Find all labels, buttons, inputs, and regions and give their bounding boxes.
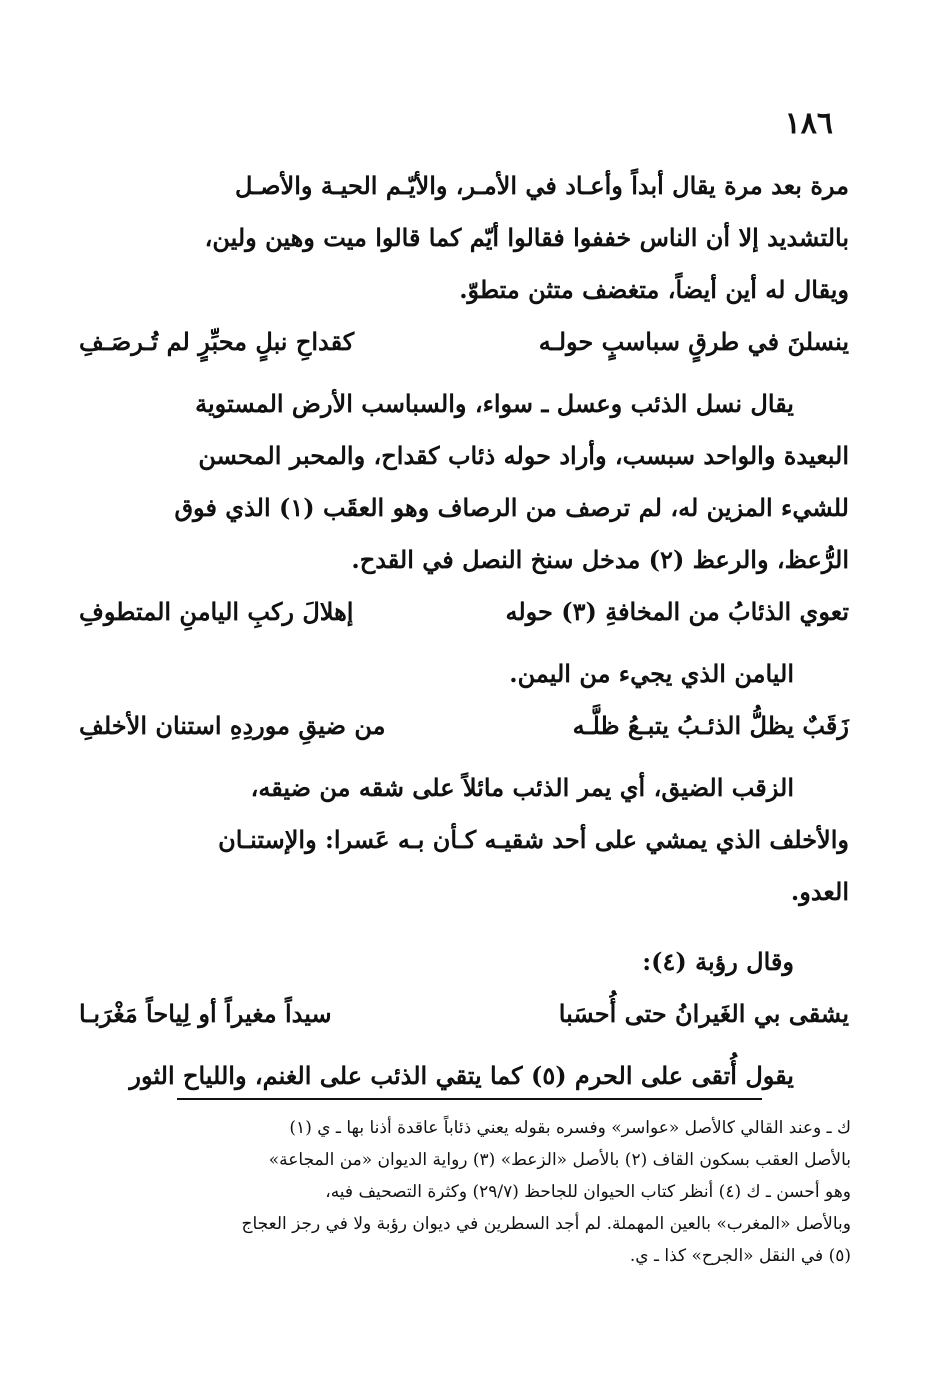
- page-number: ١٨٦: [784, 106, 833, 141]
- text-line: ويقال له أين أيضاً، متغضف متثن متطوّ.: [459, 275, 849, 304]
- text-line: يقول أُتقى على الحرم (٥) كما يتقي الذئب على الغنم، واللياح الثور: [129, 1061, 794, 1090]
- text-line: بالتشديد إلا أن الناس خففوا فقالوا أيّم كما قالوا ميت وهين ولين،: [204, 223, 849, 252]
- footnote-line: بالأصل العقب بسكون القاف (٢) بالأصل «الزعط» (٣) رواية الديوان «من المجاعة»: [268, 1150, 851, 1170]
- text-line: يقال نسل الذئب وعسل ـ سواء، والسباسب الأرض المستوية: [195, 389, 794, 418]
- verse-line: [79, 586, 849, 638]
- text-line: اليامن الذي يجيء من اليمن.: [509, 659, 794, 688]
- verse-line: [79, 316, 849, 368]
- text-line: الرُّعظ، والرعظ (٢) مدخل سنخ النصل في القدح.: [351, 545, 849, 574]
- footnote-divider: [177, 1098, 762, 1100]
- text-line: العدو.: [790, 877, 849, 906]
- footnote-line: وبالأصل «المغرب» بالعين المهملة. لم أجد السطرين في ديوان رؤبة ولا في رجز العجاج: [241, 1214, 851, 1234]
- verse-first-hemistich: ينسلنَ في طرقٍ سباسبٍ حولـه: [538, 327, 849, 356]
- verse-second-hemistich: سيداً مغيراً أو لِياحاً مَغْرَبـا: [79, 999, 332, 1028]
- text-line: وقال رؤبة (٤):: [642, 947, 794, 976]
- text-line: الزقب الضيق، أي يمر الذئب مائلاً على شقه من ضيقه،: [250, 773, 794, 802]
- footnotes: [161, 1112, 851, 1272]
- verse-second-hemistich: من ضيقِ موردِهِ استنان الأخلفِ: [79, 711, 386, 740]
- verse-second-hemistich: كقداحِ نبلٍ محبِّرٍ لم تُـرصَـفِ: [79, 327, 355, 356]
- verse-first-hemistich: تعوي الذئابُ من المخافةِ (٣) حوله: [505, 597, 849, 626]
- verse-line: [79, 700, 849, 752]
- text-line: مرة بعد مرة يقال أبداً وأعـاد في الأمـر، والأيّـم الحيـة والأصـل: [234, 171, 849, 200]
- verse-first-hemistich: يشقى بي الغَيرانُ حتى أُحسَبا: [558, 999, 849, 1028]
- verse-first-hemistich: زَقَبٌ يظلُّ الذئـبُ يتبـعُ ظلَّـه: [572, 711, 849, 740]
- footnote-line: ك ـ وعند القالي كالأصل «عواسر» وفسره بقوله يعني ذئاباً عاقدة أذنا بها ـ ي (١): [289, 1118, 851, 1138]
- text-line: البعيدة والواحد سبسب، وأراد حوله ذئاب كقداح، والمحبر المحسن: [198, 441, 849, 470]
- verse-line: [79, 988, 849, 1040]
- text-line: والأخلف الذي يمشي على أحد شقيـه كـأن بـه عَسرا: والإستنـان: [218, 825, 849, 854]
- main-text: [79, 160, 849, 1102]
- text-line: للشيء المزين له، لم ترصف من الرصاف وهو العقَب (١) الذي فوق: [174, 493, 849, 522]
- verse-second-hemistich: إهلالَ ركبِ اليامنِ المتطوفِ: [79, 597, 354, 626]
- footnote-line: وهو أحسن ـ ك (٤) أنظر كتاب الحيوان للجاحظ (٢٩/٧) وكثرة التصحيف فيه،: [325, 1182, 851, 1202]
- footnote-line: (٥) في النقل «الجرح» كذا ـ ي.: [629, 1246, 851, 1266]
